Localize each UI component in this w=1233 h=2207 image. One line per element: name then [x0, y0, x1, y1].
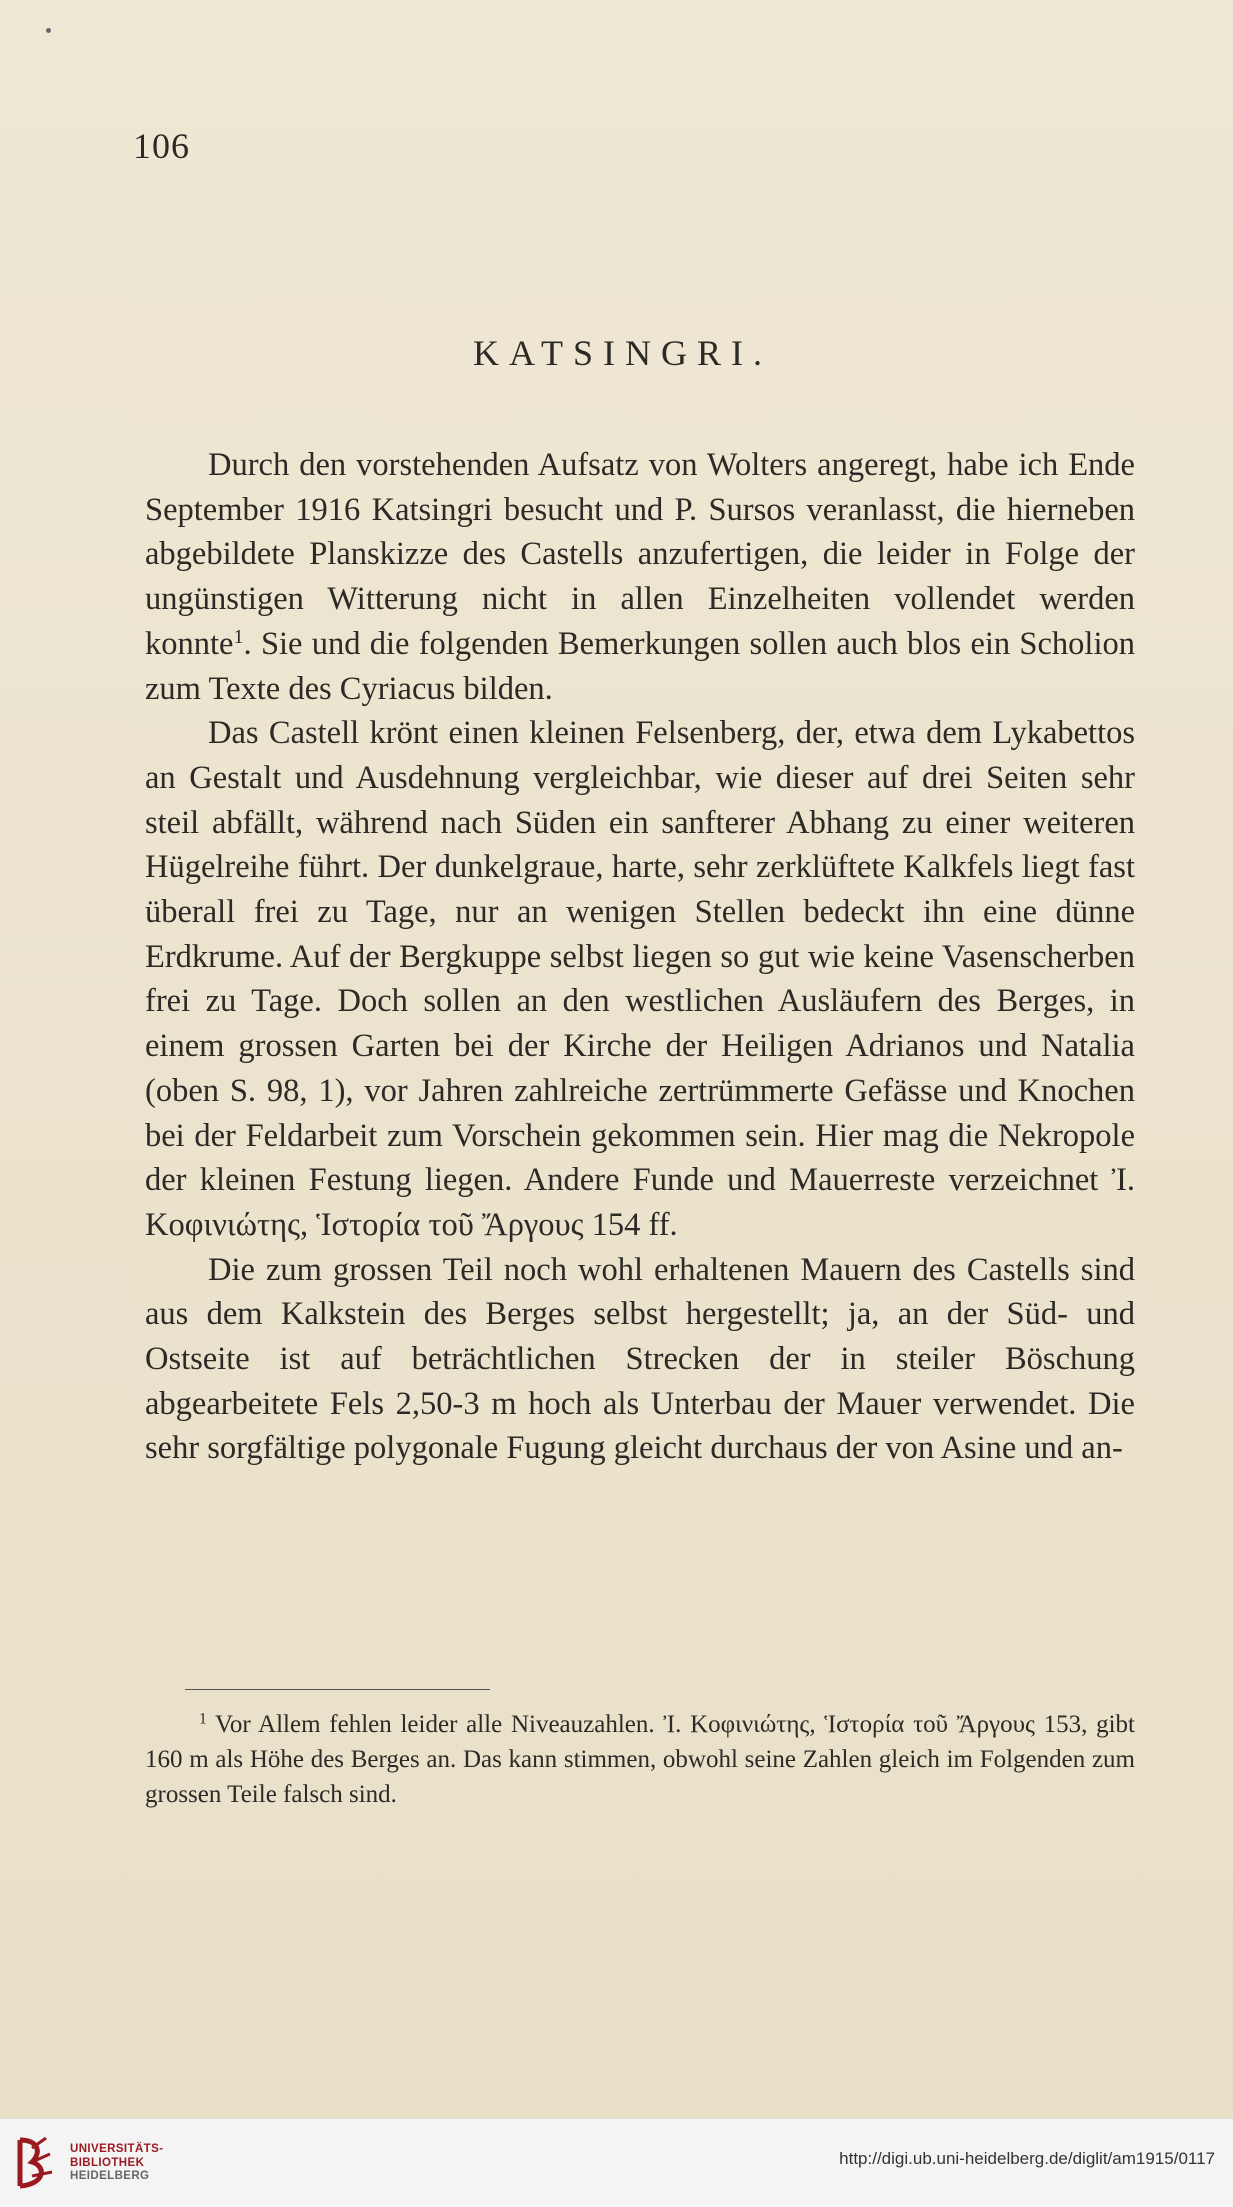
viewer-footer	[0, 2118, 1233, 2207]
library-name-line-3: HEIDELBERG	[70, 2170, 150, 2182]
paragraph-1-text-cont: . Sie und die folgenden Bemerkungen sollen auch blos ein Scholion zum Texte des Cyriacus bilden.	[145, 625, 1135, 707]
paragraph-2: Das Castell krönt einen kleinen Felsenberg, der, etwa dem Lykabettos an Gestalt und Ausdehnung vergleichbar, wie dieser auf drei Seiten sehr steil abfällt, während nach Süden ein sanfterer Abhang zu einer weiteren Hügelreihe führt. Der dunkelgraue, harte, sehr zerklüftete Kalkfels liegt fast überall frei zu Tage, nur an wenigen Stellen bedeckt ihn eine dünne Erdkrume. Auf der Bergkuppe selbst liegen so gut wie keine Vasenscherben frei zu Tage. Doch sollen an den westlichen Ausläufern des Berges, in einem grossen Garten bei der Kirche der Heiligen Adrianos und Natalia (oben S. 98, 1), vor Jahren zahlreiche zertrümmerte Gefässe und Knochen bei der Feldarbeit zum Vorschein gekommen sein. Hier mag die Nekropole der kleinen Festung liegen. Andere Funde und Mauerreste verzeichnet Ἰ. Κοφινιώτης, Ἱστορία τοῦ Ἄργους 154 ff.	[145, 715, 1135, 1243]
university-library-logo-icon[interactable]	[12, 2132, 56, 2192]
footnote-reference[interactable]: 1	[233, 625, 244, 648]
article-body	[145, 443, 1135, 1471]
footnote-separator	[185, 1689, 490, 1690]
footnote-text: Vor Allem fehlen leider alle Niveauzahlen. Ἰ. Κοφινιώτης, Ἱστορία τοῦ Ἄργους 153, gibt 160 m als Höhe des Berges an. Das kann stimmen, obwohl seine Zahlen gleich im Folgenden zum grossen Teile falsch sind.	[145, 1711, 1135, 1808]
paragraph-1	[145, 443, 1135, 711]
library-name-line-2: BIBLIOTHEK	[70, 2156, 145, 2169]
permalink-url[interactable]: http://digi.ub.uni-heidelberg.de/diglit/am1915/0117	[839, 2149, 1215, 2168]
library-name	[70, 2143, 163, 2184]
footnote-marker: 1	[199, 1710, 207, 1728]
page-number: 106	[133, 126, 190, 166]
library-name-line-1: UNIVERSITÄTS-	[70, 2143, 164, 2155]
paragraph-3: Die zum grossen Teil noch wohl erhaltenen Mauern des Castells sind aus dem Kalkstein des Berges selbst hergestellt; ja, an der Süd- und Ostseite ist auf beträchtlichen Strecken der in steiler Böschung abgearbeitete Fels 2,50-3 m hoch als Unterbau der Mauer verwendet. Die sehr sorgfältige polygonale Fugung gleicht durchaus der von Asine und an-	[145, 1251, 1135, 1467]
footnote	[145, 1707, 1135, 1812]
scan-speck	[46, 28, 51, 33]
paragraph-1-text: Durch den vorstehenden Aufsatz von Wolters angeregt, habe ich Ende September 1916 Katsingri besucht und P. Sursos veranlasst, die hierneben abgebildete Planskizze des Castells anzufertigen, die leider in Folge der ungünstigen Witterung nicht in allen Einzelheiten vollendet werden konnte	[145, 447, 1135, 662]
article-title: KATSINGRI.	[473, 333, 773, 373]
